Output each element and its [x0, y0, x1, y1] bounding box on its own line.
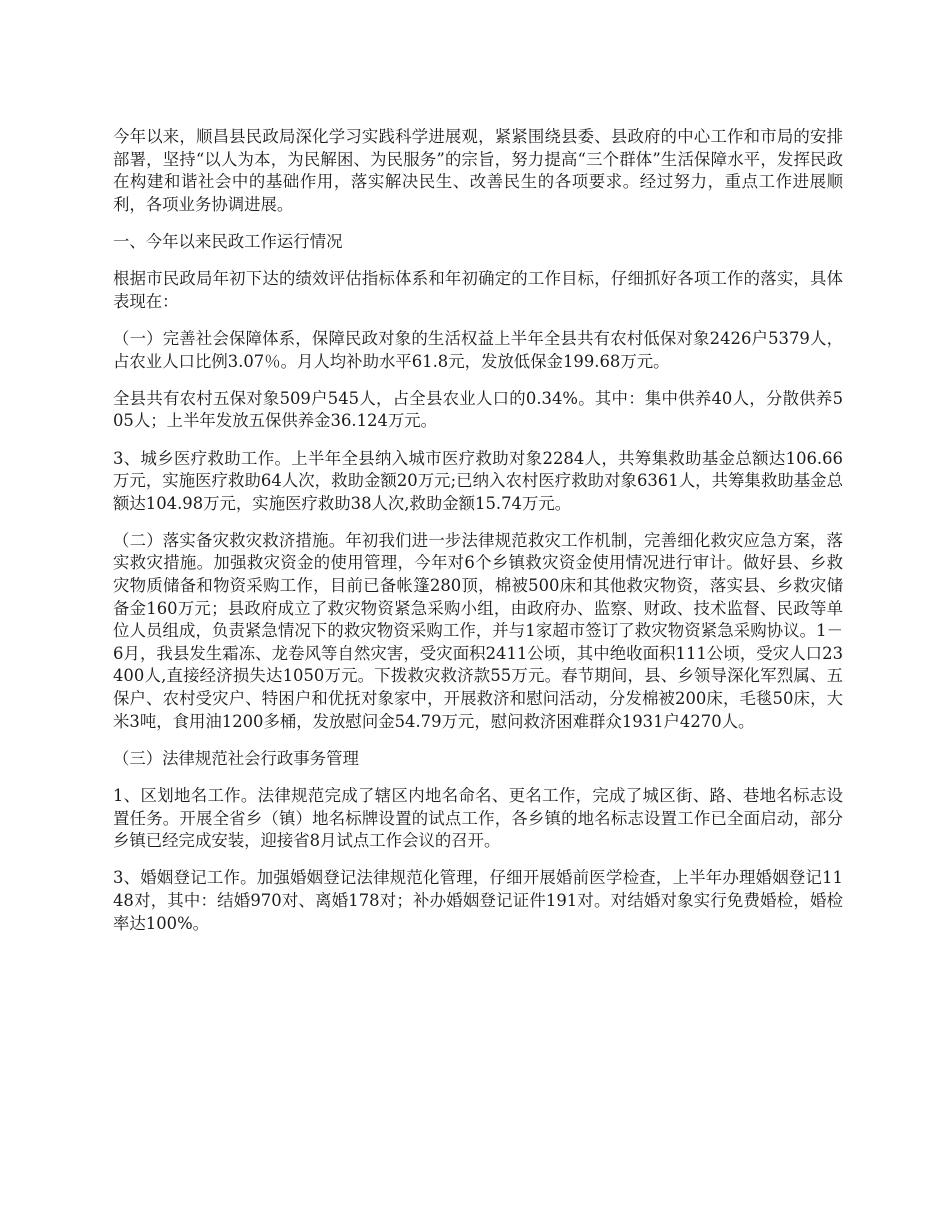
section-heading-3: （三）法律规范社会行政事务管理 — [113, 748, 359, 768]
section-heading-1: 一、今年以来民政工作运行情况 — [113, 231, 343, 251]
disaster-relief-paragraph: （二）落实备灾救灾救济措施。年初我们进一步法律规范救灾工作机制，完善细化救灾应急方案，落实救灾措施。加强救灾资金的使用管理，今年对6个乡镇救灾资金使用情况进行审计。做好县、乡救灾物质储备和物资采购工作，目前已备帐篷280顶，棉被500床和其他救灾物资，落实县、乡救灾储备金160万元；县政府成立了救灾物资紧急采购小组，由政府办、监察、财政、技术监督、民政等单位人员组成，负责紧急情况下的救灾物资采购工作，并与1家超市签订了救灾物资紧急采购协议。1－6月，我县发生霜冻、龙卷风等自然灾害，受灾面积2411公顷，其中绝收面积111公顷，受灾人口23400人,直接经济损失达1050万元。下拨救灾救济款55万元。春节期间，县、乡领导深化军烈属、五保户、农村受灾户、特困户和优抚对象家中，开展救济和慰问活动，分发棉被200床，毛毯50床，大米3吨，食用油1200多桶，发放慰问金54.79万元，慰问救济困难群众1931户4270人。 — [113, 530, 843, 731]
intro-paragraph: 今年以来，顺昌县民政局深化学习实践科学进展观，紧紧围绕县委、县政府的中心工作和市局的安排部署，坚持“以人为本，为民解困、为民服务”的宗旨，努力提高“三个群体”生活保障水平，发挥民政在构建和谐社会中的基础作用，落实解决民生、改善民生的各项要求。经过努力，重点工作进展顺利，各项业务协调进展。 — [113, 127, 843, 214]
five-guarantee-paragraph: 全县共有农村五保对象509户545人，占全县农业人口的0.34%。其中：集中供养40人，分散供养505人；上半年发放五保供养金36.124万元。 — [113, 388, 843, 431]
social-security-paragraph: （一）完善社会保障体系，保障民政对象的生活权益上半年全县共有农村低保对象2426户5379人，占农业人口比例3.07％。月人均补助水平61.8元，发放低保金199.68万元。 — [113, 328, 843, 371]
document-body — [113, 126, 843, 950]
place-names-paragraph: 1、区划地名工作。法律规范完成了辖区内地名命名、更名工作，完成了城区街、路、巷地名标志设置任务。开展全省乡（镇）地名标牌设置的试点工作，各乡镇的地名标志设置工作已全面启动，部分乡镇已经完成安装，迎接省8月试点工作会议的召开。 — [113, 786, 843, 851]
marriage-registration-paragraph: 3、婚姻登记工作。加强婚姻登记法律规范化管理，仔细开展婚前医学检查，上半年办理婚姻登记1148对，其中：结婚970对、离婚178对；补办婚姻登记证件191对。对结婚对象实行免费婚检，婚检率达100%。 — [113, 868, 843, 933]
medical-aid-paragraph: 3、城乡医疗救助工作。上半年全县纳入城市医疗救助对象2284人，共筹集救助基金总额达106.66万元，实施医疗救助64人次，救助金额20万元;已纳入农村医疗救助对象6361人，共筹集救助基金总额达104.98万元，实施医疗救助38人次,救助金额15.74万元。 — [113, 448, 843, 513]
section-intro-paragraph: 根据市民政局年初下达的绩效评估指标体系和年初确定的工作目标，仔细抓好各项工作的落实，具体表现在： — [113, 269, 843, 311]
